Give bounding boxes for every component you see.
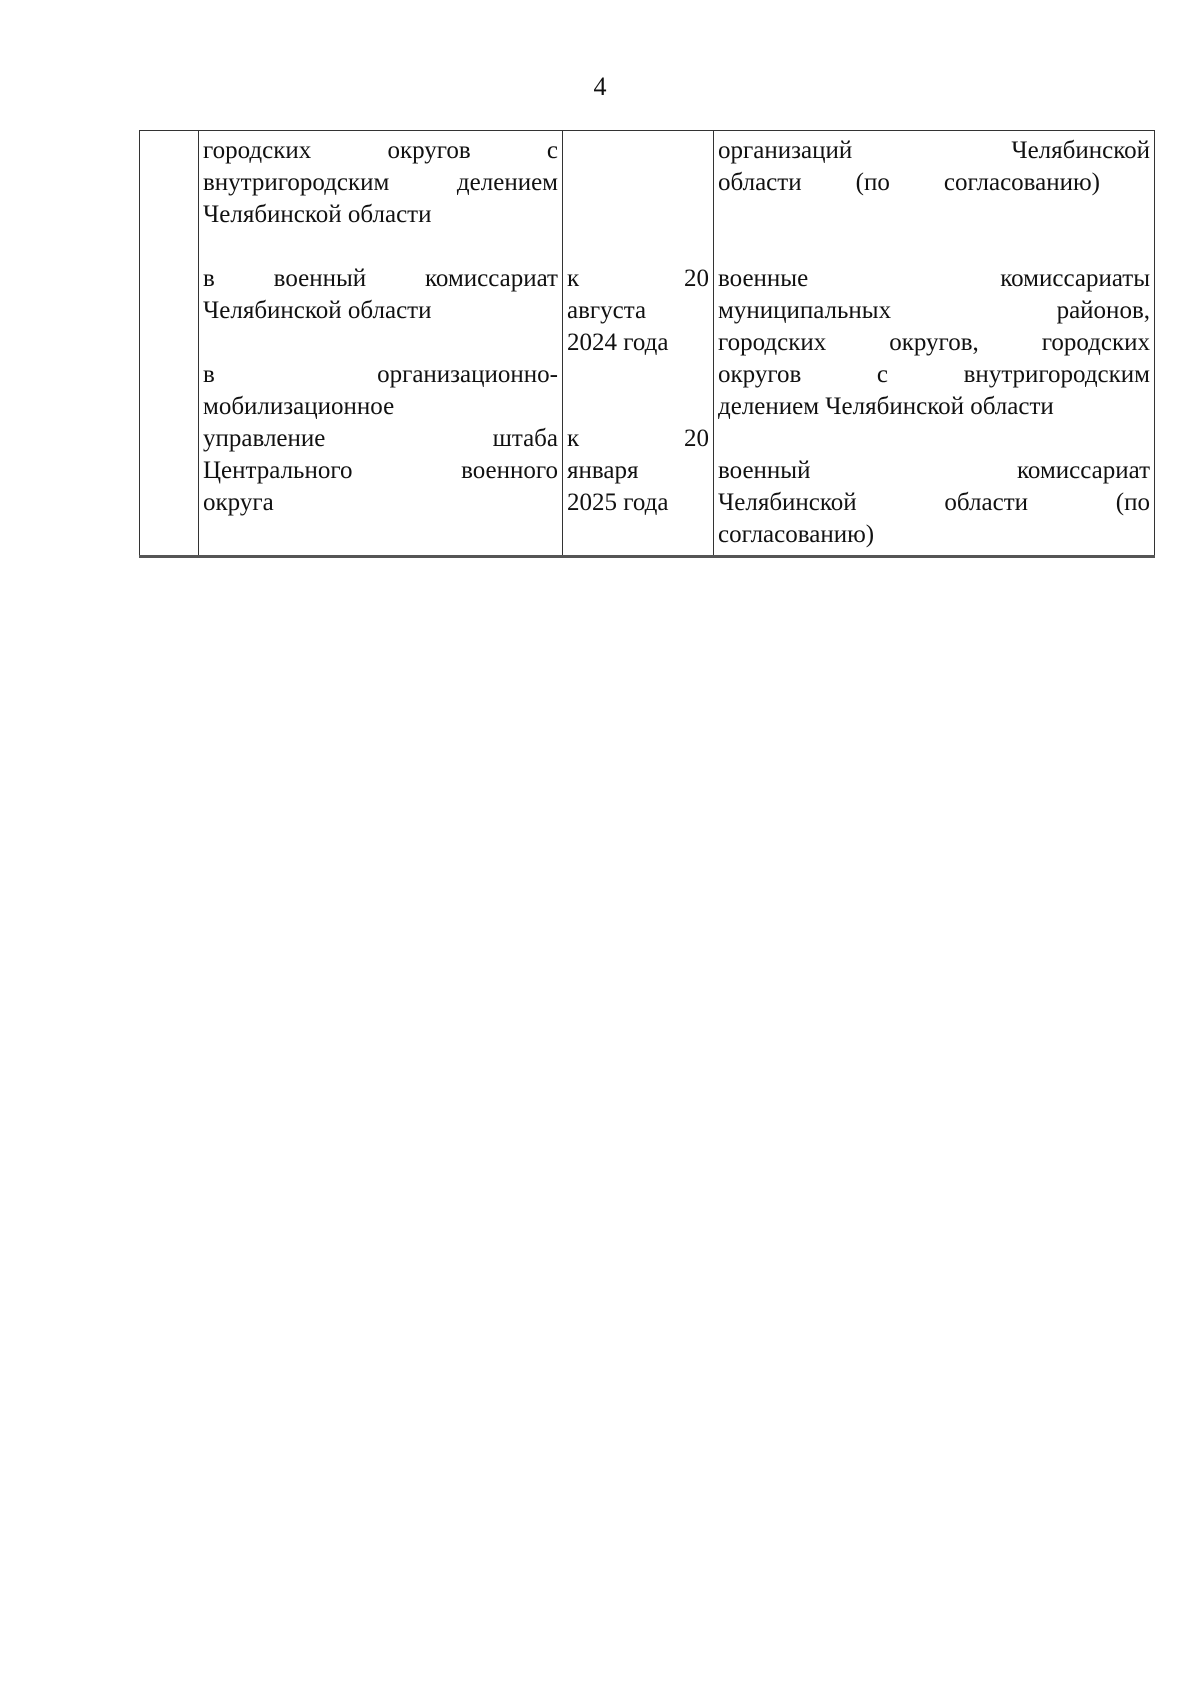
destination-text: внутригородским делением bbox=[203, 169, 558, 196]
destination-text: округа bbox=[203, 489, 274, 516]
responsible-cell bbox=[714, 131, 1155, 557]
deadline-cell bbox=[563, 131, 714, 557]
deadline-text: января bbox=[567, 457, 639, 484]
responsible-text: области (по согласованию) bbox=[718, 169, 1100, 196]
responsible-text: организаций Челябинской bbox=[718, 137, 1150, 164]
destination-text: Челябинской области bbox=[203, 201, 432, 228]
destination-text: городских округов с bbox=[203, 137, 558, 164]
page-number: 4 bbox=[593, 72, 607, 101]
responsible-text: согласованию) bbox=[718, 521, 875, 548]
destination-text: Челябинской области bbox=[203, 297, 432, 324]
deadline-text: к 20 bbox=[567, 425, 709, 452]
responsible-text: муниципальных районов, bbox=[718, 297, 1150, 324]
deadline-text: 2025 года bbox=[567, 489, 669, 516]
destination-text: мобилизационное bbox=[203, 393, 395, 420]
deadline-text: 2024 года bbox=[567, 329, 669, 356]
destination-text: в организационно- bbox=[203, 361, 558, 388]
destination-text: Центрального военного bbox=[203, 457, 558, 484]
table-row bbox=[140, 131, 1155, 557]
responsible-text: делением Челябинской области bbox=[718, 393, 1054, 420]
schedule-table bbox=[139, 130, 1155, 558]
destination-text: управление штаба bbox=[203, 425, 558, 452]
responsible-text: военные комиссариаты bbox=[718, 265, 1150, 292]
responsible-text: округов с внутригородским bbox=[718, 361, 1150, 388]
responsible-text: военный комиссариат bbox=[718, 457, 1150, 484]
responsible-text: Челябинской области (по bbox=[718, 489, 1150, 516]
number-cell bbox=[140, 131, 199, 557]
deadline-text: к 20 bbox=[567, 265, 709, 292]
destination-text: в военный комиссариат bbox=[203, 265, 558, 292]
responsible-text: городских округов, городских bbox=[718, 329, 1150, 356]
deadline-text: августа bbox=[567, 297, 647, 324]
destination-cell bbox=[199, 131, 563, 557]
